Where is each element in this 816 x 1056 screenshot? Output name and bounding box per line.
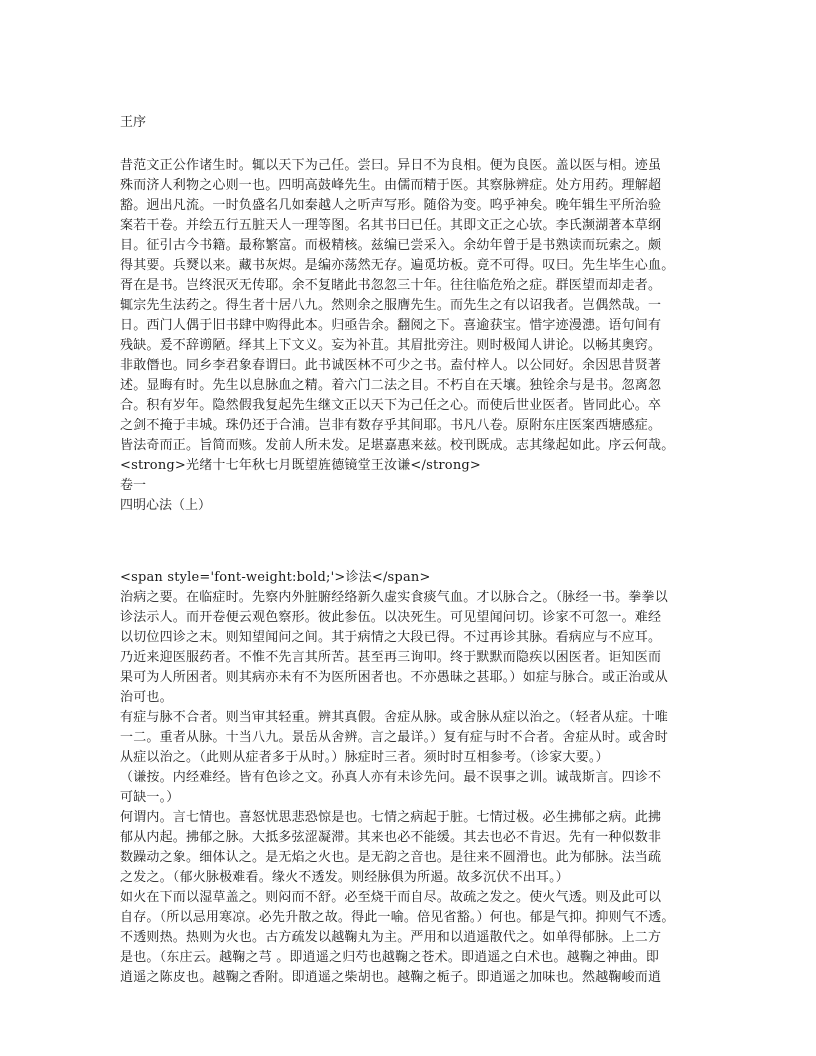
text-line: 可缺一。） (120, 790, 180, 805)
text-line: 乃近来迎医服药者。不惟不先言其所苦。甚至再三询叩。终于默默而隐疾以困医者。讵知医而 (120, 650, 662, 665)
volume-heading (120, 476, 700, 516)
text-line: 皆法奇而正。旨简而赅。发前人所未发。足堪嘉惠来兹。校刊既成。志其缘起如此。序云何哉。 (120, 438, 675, 453)
text-line: 日。西门人偶于旧书肆中购得此本。归亟告余。翻阅之下。喜逾获宝。惜字迹漫漶。语句间有 (120, 318, 662, 333)
text-line: 残缺。爰不辞谫陋。绎其上下文义。妄为补苴。其眉批旁注。则时极闻人讲论。以畅其奥窍。 (120, 338, 662, 353)
text-line: 一二。重者从脉。十当八九。景岳从舍辨。言之最详。）复有症与时不合者。舍症从时。或舍时 (120, 730, 668, 745)
text-line: 辄宗先生法药之。得生者十居八九。然则余之服膺先生。而先生之有以诏我者。岂偶然哉。一 (120, 298, 662, 313)
text-line: <span style='font-weight:bold;'>诊法</span> (120, 570, 431, 585)
text-line: 如火在下而以湿草盖之。则闷而不舒。必至烧干而自尽。故疏之发之。使火气透。则及此可以 (120, 890, 662, 905)
text-line: （谦按。内经难经。皆有色诊之文。孙真人亦有未诊先问。最不误事之训。诚哉斯言。四诊不 (120, 770, 662, 785)
text-line: 郁从内起。拂郁之脉。大抵多弦涩凝滞。其来也必不能缓。其去也必不肯迟。先有一种似数非 (120, 830, 662, 845)
text-line: <strong>光绪十七年秋七月既望旌德镜堂王汝谦</strong> (120, 458, 482, 473)
text-line: 自存。（所以忌用寒凉。必先升散之故。得此一喻。倍见省豁。）何也。郁是气抑。抑则气不透。 (120, 910, 675, 925)
text-line: 得其要。兵燹以来。藏书灰烬。是编亦荡然无存。遍觅坊板。竟不可得。叹曰。先生毕生心血。 (120, 258, 675, 273)
text-line: 豁。迥出凡流。一时负盛名几如秦越人之听声写形。随俗为变。呜乎神矣。晚年辑生平所治验 (120, 198, 662, 213)
text-line: 治病之要。在临症时。先察内外脏腑经络新久虚实食痰气血。才以脉合之。（脉经一书。拳拳以 (120, 590, 668, 605)
text-line: 之剑不掩于丰城。珠仍还于合浦。岂非有数存乎其间耶。书凡八卷。原附东庄医案西塘感症。 (120, 418, 662, 433)
text-line: 胥在是书。岂终泯灭无传耶。余不复睹此书忽忽三十年。往往临危殆之症。群医望而却走者。 (120, 278, 662, 293)
volume-subtitle: 四明心法（上） (120, 498, 212, 513)
preface-body (120, 156, 700, 476)
text-line: 果可为人所困者。则其病亦未有不为医所困者也。不亦愚昧之甚耶。）如症与脉合。或正治或从 (120, 670, 668, 685)
text-line: 有症与脉不合者。则当审其轻重。辨其真假。舍症从脉。或舍脉从症以治之。（轻者从症。十唯 (120, 710, 668, 725)
text-line: 诊法示人。而开卷便云观色察形。彼此参伍。以决死生。可见望闻问切。诊家不可忽一。难经 (120, 610, 662, 625)
text-line: 以切位四诊之末。则知望闻问之间。其于病情之大段已得。不过再诊其脉。看病应与不应耳。 (120, 630, 662, 645)
text-line: 述。显晦有时。先生以息脉血之精。着六门二法之目。不朽自在天壤。独铨余与是书。忽离忽 (120, 378, 662, 393)
preface-title: 王序 (120, 115, 147, 130)
text-line: 逍遥之陈皮也。越鞠之香附。即逍遥之柴胡也。越鞠之栀子。即逍遥之加味也。然越鞠峻而逍 (120, 970, 662, 985)
text-line: 昔范文正公作诸生时。辄以天下为己任。尝曰。异日不为良相。便为良医。盖以医与相。迹虽 (120, 158, 662, 173)
text-line: 数躁动之象。细体认之。是无焰之火也。是无韵之音也。是往来不圆滑也。此为郁脉。法当疏 (120, 850, 662, 865)
diagnosis-section (120, 568, 700, 988)
text-line: 是也。（东庄云。越鞠之芎 。即逍遥之归芍也越鞠之苍术。即逍遥之白术也。越鞠之神曲。即 (120, 950, 660, 965)
text-line: 治可也。 (120, 690, 173, 705)
text-line: 合。积有岁年。隐然假我复起先生继文正以天下为己任之心。而使后世业医者。皆同此心。卒 (120, 398, 662, 413)
text-line: 殊而济人利物之心则一也。四明高鼓峰先生。由儒而精于医。其察脉辨症。处方用药。理解超 (120, 178, 662, 193)
text-line: 目。征引古今书籍。最称繁富。而极精核。兹编已尝采入。余幼年曾于是书熟读而玩索之。颇 (120, 238, 662, 253)
volume-title: 卷一 (120, 478, 147, 493)
text-line: 案若干卷。并绘五行五脏天人一理等图。名其书曰已任。其即文正之心欤。李氏濒湖著本草纲 (120, 218, 662, 233)
text-line: 何谓内。言七情也。喜怒忧思悲恐惊是也。七情之病起于脏。七情过极。必生拂郁之病。此拂 (120, 810, 662, 825)
text-line: 不透则热。热则为火也。古方疏发以越鞠丸为主。严用和以逍遥散代之。如单得郁脉。上二方 (120, 930, 662, 945)
text-line: 从症以治之。（此则从症者多于从时。）脉症时三者。须时时互相参考。（诊家大要。） (120, 750, 609, 765)
text-line: 之发之。（郁火脉极难看。缘火不透发。则经脉俱为所遏。故多沉伏不出耳。） (120, 870, 570, 885)
text-line: 非敢僭也。同乡李君象春谓曰。此书诚医林不可少之书。盍付梓人。以公同好。余因思昔贤著 (120, 358, 662, 373)
